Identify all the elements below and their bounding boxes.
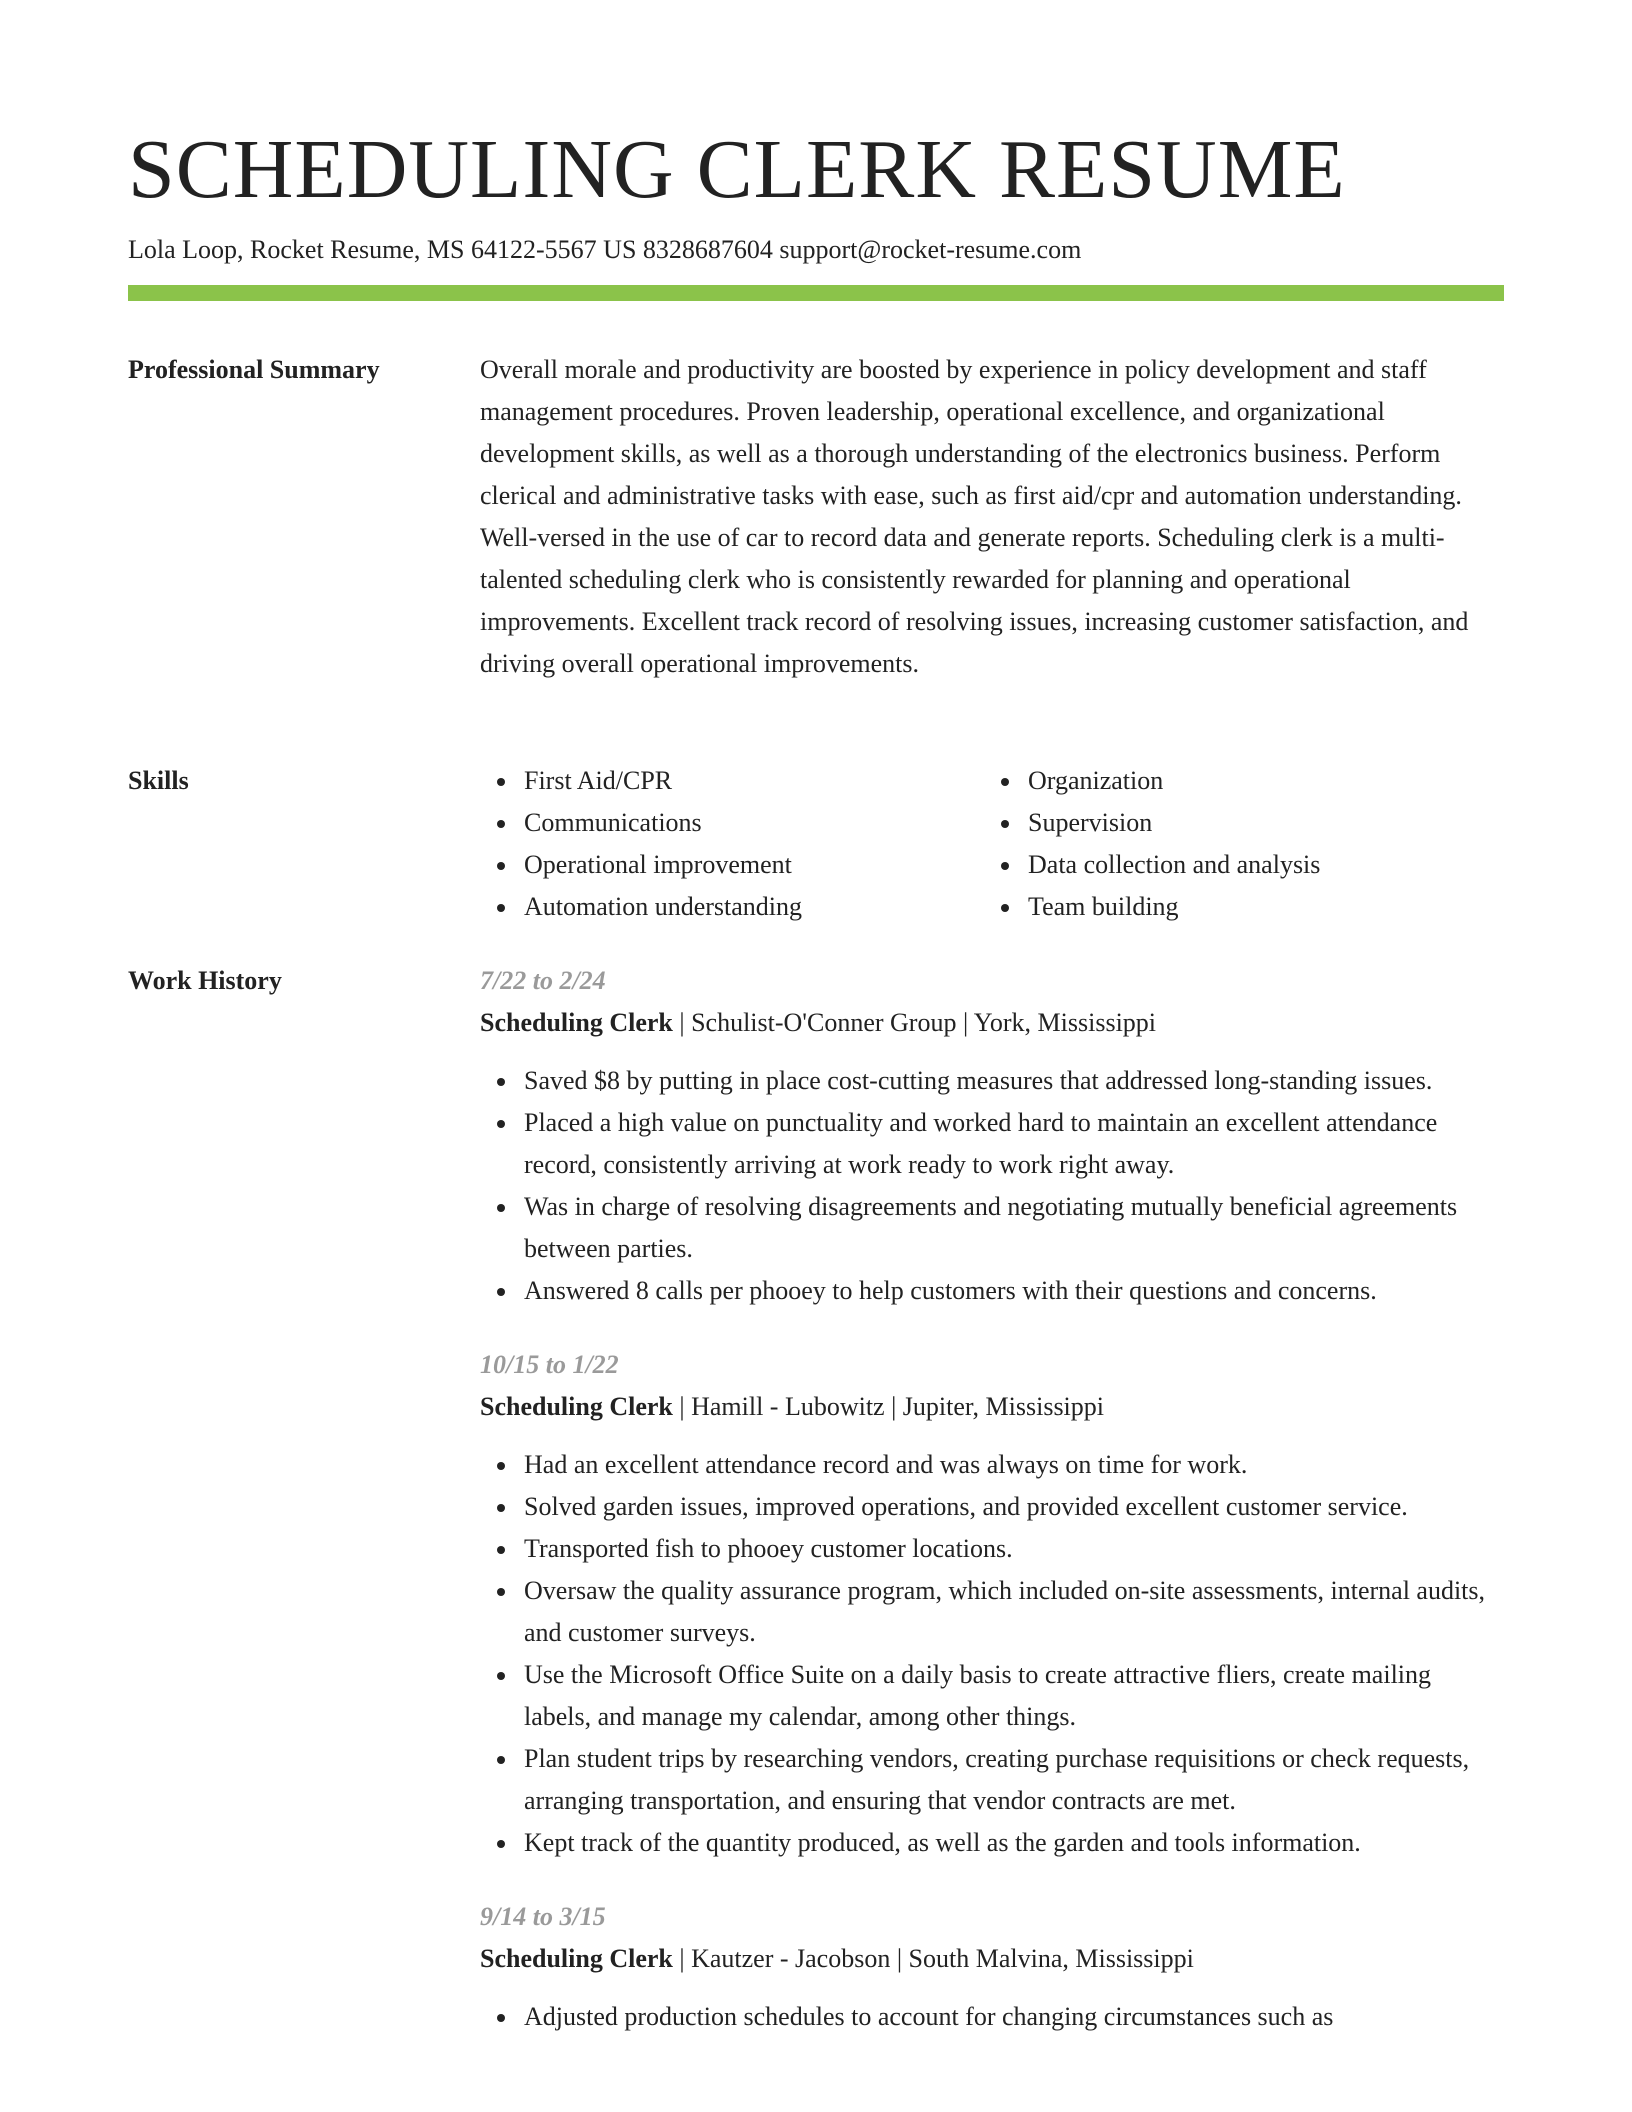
summary-body (480, 349, 1504, 685)
job-bullet: Kept track of the quantity produced, as well as the garden and tools information. (524, 1822, 1504, 1864)
summary-heading: Professional Summary (128, 355, 380, 384)
job-bullet: Adjusted production schedules to account for changing circumstances such as (524, 1996, 1504, 2038)
skill-item: Team building (1028, 886, 1488, 928)
job-company-location: | Schulist-O'Conner Group | York, Mississippi (672, 1008, 1157, 1037)
job-dates: 9/14 to 3/15 (480, 1902, 606, 1931)
skill-item: Communications (524, 802, 984, 844)
skill-item: Automation understanding (524, 886, 984, 928)
summary-text: Overall morale and productivity are boosted by experience in policy development and staff management procedures. Proven leadership, operational excellence, and organizational development skills, as well as a thorough understanding of the electronics business. Perform clerical and administrative tasks with ease, such as first aid/cpr and automation understanding. Well-versed in the use of car to record data and generate reports. Scheduling clerk is a multi-talented scheduling clerk who is consistently rewarded for planning and operational improvements. Excellent track record of resolving issues, increasing customer satisfaction, and driving overall operational improvements. (480, 355, 1469, 678)
job-entry (480, 1344, 1504, 1864)
job-heading (480, 1386, 1504, 1428)
job-company-location: | Kautzer - Jacobson | South Malvina, Mississippi (672, 1944, 1194, 1973)
job-bullets (480, 1444, 1504, 1864)
job-heading (480, 1002, 1504, 1044)
job-bullets (480, 1996, 1504, 2038)
job-bullet: Transported fish to phooey customer locations. (524, 1528, 1504, 1570)
skill-item: Data collection and analysis (1028, 844, 1488, 886)
job-bullet: Plan student trips by researching vendors, creating purchase requisitions or check requests, arranging transportation, and ensuring that vendor contracts are met. (524, 1738, 1504, 1822)
job-dates: 10/15 to 1/22 (480, 1350, 619, 1379)
job-title: Scheduling Clerk (480, 1392, 673, 1421)
skills-column-right (984, 760, 1488, 928)
contact-line: Lola Loop, Rocket Resume, MS 64122-5567 US 8328687604 support@rocket-resume.com (128, 235, 1082, 264)
job-dates: 7/22 to 2/24 (480, 966, 606, 995)
skills-column-left (480, 760, 984, 928)
job-bullet: Had an excellent attendance record and was always on time for work. (524, 1444, 1504, 1486)
job-bullet: Placed a high value on punctuality and worked hard to maintain an excellent attendance record, consistently arriving at work ready to work right away. (524, 1102, 1504, 1186)
work-history-body (480, 960, 1504, 2070)
job-bullets (480, 1060, 1504, 1312)
work-history-heading: Work History (128, 966, 282, 995)
job-heading (480, 1938, 1504, 1980)
job-bullet: Was in charge of resolving disagreements and negotiating mutually beneficial agreements between parties. (524, 1186, 1504, 1270)
resume-title: SCHEDULING CLERK RESUME (128, 123, 1346, 216)
job-title: Scheduling Clerk (480, 1008, 673, 1037)
job-bullet: Oversaw the quality assurance program, which included on-site assessments, internal audits, and customer surveys. (524, 1570, 1504, 1654)
skill-item: Organization (1028, 760, 1488, 802)
job-bullet: Solved garden issues, improved operations, and provided excellent customer service. (524, 1486, 1504, 1528)
job-company-location: | Hamill - Lubowitz | Jupiter, Mississippi (672, 1392, 1105, 1421)
job-entry (480, 1896, 1504, 2038)
skill-item: First Aid/CPR (524, 760, 984, 802)
job-bullet: Use the Microsoft Office Suite on a daily basis to create attractive fliers, create mailing labels, and manage my calendar, among other things. (524, 1654, 1504, 1738)
job-title: Scheduling Clerk (480, 1944, 673, 1973)
accent-divider (128, 285, 1504, 301)
job-bullet: Answered 8 calls per phooey to help customers with their questions and concerns. (524, 1270, 1504, 1312)
skills-body (480, 760, 1504, 928)
job-bullet: Saved $8 by putting in place cost-cutting measures that addressed long-standing issues. (524, 1060, 1504, 1102)
skill-item: Operational improvement (524, 844, 984, 886)
job-entry (480, 960, 1504, 1312)
skills-heading: Skills (128, 766, 189, 795)
skill-item: Supervision (1028, 802, 1488, 844)
